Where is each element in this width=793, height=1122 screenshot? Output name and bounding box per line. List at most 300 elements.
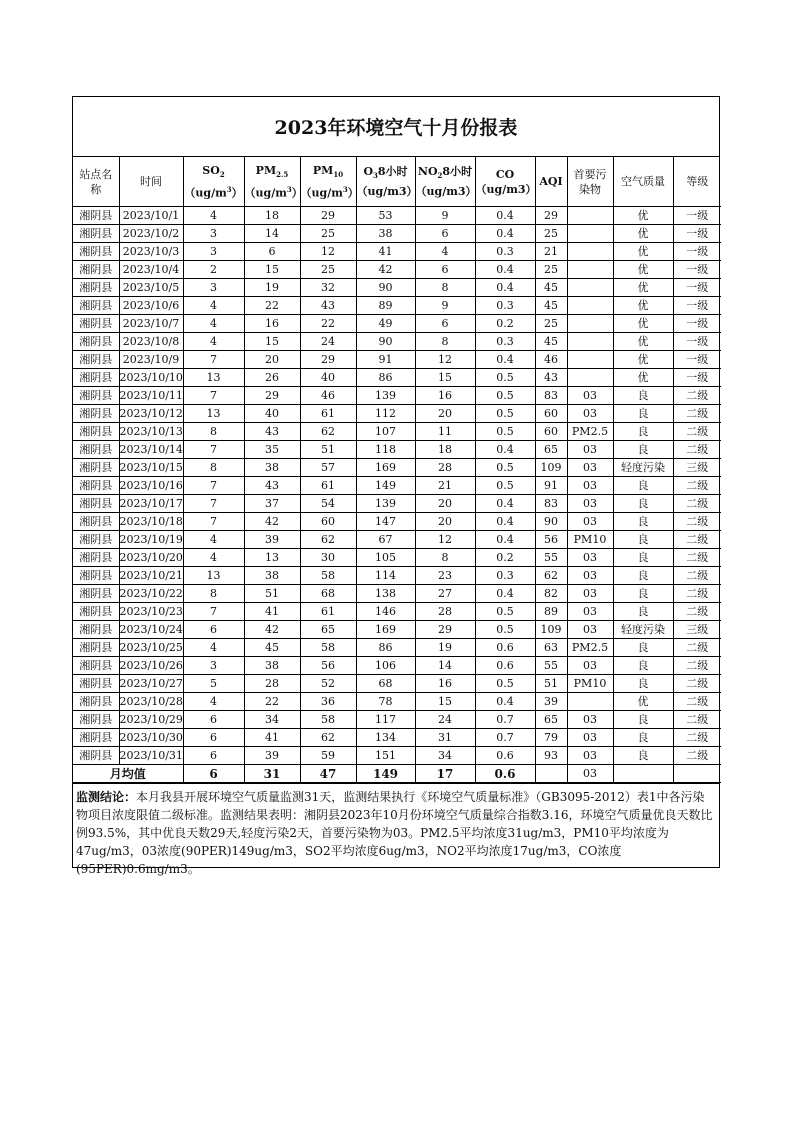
table-row	[73, 225, 721, 243]
cell-o3-8h: 106	[356, 657, 415, 675]
cell-pm25: 38	[244, 657, 300, 675]
table-row	[73, 693, 721, 711]
cell-pm10: 43	[300, 297, 356, 315]
cell-so2: 2	[183, 261, 244, 279]
cell-primary-pollutant: 03	[567, 621, 613, 639]
cell-station: 湘阴县	[73, 297, 119, 315]
cell-aqi: 83	[535, 387, 567, 405]
cell-station: 湘阴县	[73, 279, 119, 297]
table-row	[73, 747, 721, 765]
cell-date: 2023/10/2	[119, 225, 183, 243]
table-row	[73, 675, 721, 693]
cell-so2: 6	[183, 621, 244, 639]
header-subscript: 10	[333, 169, 344, 179]
cell-co: 0.4	[475, 351, 535, 369]
cell-date: 2023/10/3	[119, 243, 183, 261]
cell-o3-8h: 151	[356, 747, 415, 765]
cell-air-quality: 优	[613, 369, 673, 387]
cell-grade: 三级	[673, 459, 721, 477]
cell-station: 湘阴县	[73, 711, 119, 729]
cell-primary-pollutant: 03	[567, 513, 613, 531]
cell-co: 0.2	[475, 315, 535, 333]
cell-so2: 3	[183, 243, 244, 261]
cell-pm25: 43	[244, 477, 300, 495]
cell-grade: 一级	[673, 261, 721, 279]
cell-pm25: 39	[244, 747, 300, 765]
cell-pm25: 28	[244, 675, 300, 693]
cell-aqi: 109	[535, 621, 567, 639]
table-row	[73, 315, 721, 333]
cell-aqi: 56	[535, 531, 567, 549]
cell-pm25: 39	[244, 531, 300, 549]
cell-aqi: 29	[535, 207, 567, 225]
cell-co: 0.6	[475, 639, 535, 657]
header-pm25	[244, 157, 303, 207]
cell-aqi: 82	[535, 585, 567, 603]
cell-no2-8h: 27	[415, 585, 475, 603]
cell-air-quality: 良	[613, 675, 673, 693]
cell-aqi: 83	[535, 495, 567, 513]
cell-no2-8h: 23	[415, 567, 475, 585]
cell-primary-pollutant	[567, 207, 613, 225]
cell-aqi: 45	[535, 333, 567, 351]
cell-primary-pollutant: 03	[567, 459, 613, 477]
cell-grade: 二级	[673, 423, 721, 441]
cell-o3-8h: 68	[356, 675, 415, 693]
cell-air-quality: 优	[613, 315, 673, 333]
header-text: NO	[417, 165, 438, 179]
cell-co: 0.3	[475, 333, 535, 351]
average-primary-pollutant: 03	[567, 765, 613, 783]
cell-no2-8h: 16	[415, 675, 475, 693]
cell-grade: 一级	[673, 315, 721, 333]
header-co	[475, 157, 535, 207]
table-row	[73, 207, 721, 225]
cell-co: 0.5	[475, 387, 535, 405]
cell-air-quality: 轻度污染	[613, 459, 673, 477]
cell-date: 2023/10/18	[119, 513, 183, 531]
cell-aqi: 43	[535, 369, 567, 387]
header-subscript: 3	[373, 171, 378, 181]
cell-aqi: 65	[535, 711, 567, 729]
cell-so2: 8	[183, 585, 244, 603]
cell-pm25: 42	[244, 621, 300, 639]
cell-no2-8h: 15	[415, 693, 475, 711]
header-unit: （ug/m3）	[475, 182, 537, 196]
cell-o3-8h: 42	[356, 261, 415, 279]
cell-so2: 4	[183, 315, 244, 333]
table-row	[73, 333, 721, 351]
cell-pm25: 43	[244, 423, 300, 441]
cell-so2: 6	[183, 729, 244, 747]
average-aqi	[535, 765, 567, 783]
cell-pm10: 36	[300, 693, 356, 711]
cell-co: 0.5	[475, 423, 535, 441]
cell-aqi: 25	[535, 225, 567, 243]
cell-co: 0.5	[475, 603, 535, 621]
cell-so2: 13	[183, 405, 244, 423]
header-unit: （ug/m	[184, 186, 227, 200]
header-row	[73, 157, 721, 207]
cell-date: 2023/10/12	[119, 405, 183, 423]
cell-primary-pollutant: 03	[567, 729, 613, 747]
cell-o3-8h: 112	[356, 405, 415, 423]
cell-date: 2023/10/30	[119, 729, 183, 747]
cell-grade: 二级	[673, 675, 721, 693]
cell-date: 2023/10/25	[119, 639, 183, 657]
cell-air-quality: 优	[613, 261, 673, 279]
cell-air-quality: 良	[613, 387, 673, 405]
cell-o3-8h: 169	[356, 459, 415, 477]
cell-grade: 二级	[673, 495, 721, 513]
cell-no2-8h: 28	[415, 603, 475, 621]
header-unit: （ug/m3）	[415, 184, 477, 198]
cell-co: 0.3	[475, 567, 535, 585]
header-text: AQI	[539, 175, 563, 188]
cell-aqi: 55	[535, 549, 567, 567]
cell-air-quality: 良	[613, 567, 673, 585]
header-unit: ）	[231, 186, 243, 200]
cell-o3-8h: 107	[356, 423, 415, 441]
cell-pm10: 46	[300, 387, 356, 405]
cell-pm25: 14	[244, 225, 300, 243]
cell-date: 2023/10/24	[119, 621, 183, 639]
cell-grade: 二级	[673, 567, 721, 585]
cell-so2: 4	[183, 297, 244, 315]
table-row	[73, 351, 721, 369]
cell-no2-8h: 29	[415, 621, 475, 639]
table-row	[73, 585, 721, 603]
cell-primary-pollutant	[567, 315, 613, 333]
cell-no2-8h: 19	[415, 639, 475, 657]
cell-grade: 二级	[673, 657, 721, 675]
cell-pm25: 15	[244, 333, 300, 351]
cell-pm25: 41	[244, 729, 300, 747]
cell-grade: 二级	[673, 549, 721, 567]
table-row	[73, 477, 721, 495]
cell-no2-8h: 6	[415, 261, 475, 279]
table-row	[73, 567, 721, 585]
cell-co: 0.4	[475, 513, 535, 531]
cell-primary-pollutant	[567, 369, 613, 387]
cell-aqi: 25	[535, 315, 567, 333]
header-text: 8小时	[377, 165, 408, 179]
cell-air-quality: 良	[613, 495, 673, 513]
table-row	[73, 513, 721, 531]
cell-no2-8h: 9	[415, 297, 475, 315]
cell-aqi: 45	[535, 279, 567, 297]
cell-pm25: 22	[244, 297, 300, 315]
cell-no2-8h: 6	[415, 315, 475, 333]
cell-so2: 3	[183, 279, 244, 297]
cell-pm25: 40	[244, 405, 300, 423]
cell-station: 湘阴县	[73, 531, 119, 549]
cell-no2-8h: 8	[415, 279, 475, 297]
cell-so2: 6	[183, 711, 244, 729]
cell-grade: 二级	[673, 693, 721, 711]
cell-co: 0.4	[475, 261, 535, 279]
report-title: 2023年环境空气十月份报表	[73, 97, 719, 157]
cell-co: 0.3	[475, 243, 535, 261]
cell-aqi: 62	[535, 567, 567, 585]
cell-primary-pollutant	[567, 333, 613, 351]
cell-so2: 4	[183, 333, 244, 351]
table-row	[73, 729, 721, 747]
cell-date: 2023/10/4	[119, 261, 183, 279]
cell-so2: 7	[183, 477, 244, 495]
cell-no2-8h: 6	[415, 225, 475, 243]
cell-primary-pollutant: 03	[567, 747, 613, 765]
header-date	[119, 157, 183, 207]
cell-aqi: 39	[535, 693, 567, 711]
cell-o3-8h: 169	[356, 621, 415, 639]
cell-pm25: 19	[244, 279, 300, 297]
cell-pm25: 20	[244, 351, 300, 369]
header-text: 时间	[140, 175, 162, 188]
cell-pm10: 25	[300, 261, 356, 279]
cell-pm10: 56	[300, 657, 356, 675]
cell-station: 湘阴县	[73, 207, 119, 225]
cell-station: 湘阴县	[73, 261, 119, 279]
cell-aqi: 109	[535, 459, 567, 477]
cell-co: 0.4	[475, 531, 535, 549]
cell-aqi: 65	[535, 441, 567, 459]
header-superscript: 3	[342, 184, 348, 194]
cell-pm25: 15	[244, 261, 300, 279]
header-unit: （ug/m3）	[356, 184, 418, 198]
cell-so2: 7	[183, 495, 244, 513]
cell-o3-8h: 38	[356, 225, 415, 243]
cell-pm10: 58	[300, 567, 356, 585]
cell-o3-8h: 90	[356, 279, 415, 297]
cell-grade: 二级	[673, 603, 721, 621]
cell-co: 0.5	[475, 459, 535, 477]
cell-pm25: 13	[244, 549, 300, 567]
cell-so2: 4	[183, 549, 244, 567]
header-pm10	[300, 157, 359, 207]
cell-no2-8h: 20	[415, 513, 475, 531]
cell-pm10: 22	[300, 315, 356, 333]
cell-primary-pollutant: 03	[567, 405, 613, 423]
cell-aqi: 79	[535, 729, 567, 747]
table-row	[73, 297, 721, 315]
cell-air-quality: 优	[613, 225, 673, 243]
cell-air-quality: 良	[613, 405, 673, 423]
average-so2: 6	[183, 765, 244, 783]
cell-station: 湘阴县	[73, 639, 119, 657]
cell-pm10: 24	[300, 333, 356, 351]
cell-co: 0.4	[475, 225, 535, 243]
cell-grade: 三级	[673, 621, 721, 639]
cell-aqi: 55	[535, 657, 567, 675]
cell-pm25: 51	[244, 585, 300, 603]
cell-date: 2023/10/17	[119, 495, 183, 513]
cell-date: 2023/10/21	[119, 567, 183, 585]
cell-o3-8h: 53	[356, 207, 415, 225]
table-row	[73, 243, 721, 261]
cell-date: 2023/10/31	[119, 747, 183, 765]
cell-pm10: 58	[300, 711, 356, 729]
table-row	[73, 423, 721, 441]
cell-o3-8h: 147	[356, 513, 415, 531]
cell-primary-pollutant	[567, 693, 613, 711]
cell-station: 湘阴县	[73, 315, 119, 333]
cell-pm10: 58	[300, 639, 356, 657]
header-air-quality	[613, 157, 673, 207]
cell-station: 湘阴县	[73, 513, 119, 531]
cell-pm10: 65	[300, 621, 356, 639]
cell-primary-pollutant: 03	[567, 567, 613, 585]
cell-date: 2023/10/11	[119, 387, 183, 405]
cell-pm10: 61	[300, 603, 356, 621]
cell-air-quality: 良	[613, 531, 673, 549]
cell-no2-8h: 4	[415, 243, 475, 261]
cell-primary-pollutant: 03	[567, 603, 613, 621]
cell-so2: 7	[183, 441, 244, 459]
cell-no2-8h: 16	[415, 387, 475, 405]
cell-co: 0.5	[475, 621, 535, 639]
cell-o3-8h: 139	[356, 387, 415, 405]
cell-aqi: 89	[535, 603, 567, 621]
conclusion-label: 监测结论：	[76, 790, 137, 804]
cell-pm25: 18	[244, 207, 300, 225]
cell-pm10: 62	[300, 423, 356, 441]
cell-aqi: 60	[535, 405, 567, 423]
cell-primary-pollutant	[567, 225, 613, 243]
cell-air-quality: 良	[613, 423, 673, 441]
cell-pm10: 62	[300, 729, 356, 747]
cell-air-quality: 优	[613, 279, 673, 297]
cell-no2-8h: 28	[415, 459, 475, 477]
cell-station: 湘阴县	[73, 333, 119, 351]
cell-pm25: 26	[244, 369, 300, 387]
cell-co: 0.4	[475, 495, 535, 513]
cell-primary-pollutant: PM2.5	[567, 423, 613, 441]
cell-no2-8h: 20	[415, 405, 475, 423]
cell-station: 湘阴县	[73, 423, 119, 441]
cell-station: 湘阴县	[73, 441, 119, 459]
cell-primary-pollutant: 03	[567, 549, 613, 567]
cell-primary-pollutant	[567, 297, 613, 315]
cell-no2-8h: 11	[415, 423, 475, 441]
header-text: SO	[202, 163, 220, 177]
cell-primary-pollutant: 03	[567, 657, 613, 675]
cell-date: 2023/10/28	[119, 693, 183, 711]
cell-aqi: 51	[535, 675, 567, 693]
cell-co: 0.4	[475, 207, 535, 225]
cell-so2: 7	[183, 387, 244, 405]
cell-grade: 二级	[673, 477, 721, 495]
cell-so2: 3	[183, 657, 244, 675]
cell-date: 2023/10/10	[119, 369, 183, 387]
cell-co: 0.4	[475, 585, 535, 603]
cell-primary-pollutant: 03	[567, 585, 613, 603]
cell-grade: 二级	[673, 513, 721, 531]
cell-grade: 二级	[673, 387, 721, 405]
cell-aqi: 90	[535, 513, 567, 531]
cell-grade: 一级	[673, 225, 721, 243]
cell-aqi: 25	[535, 261, 567, 279]
cell-o3-8h: 114	[356, 567, 415, 585]
cell-pm10: 29	[300, 207, 356, 225]
cell-grade: 二级	[673, 639, 721, 657]
cell-grade: 一级	[673, 333, 721, 351]
cell-co: 0.7	[475, 711, 535, 729]
header-text: CO	[495, 167, 515, 181]
cell-grade: 一级	[673, 297, 721, 315]
table-row	[73, 549, 721, 567]
header-aqi	[535, 157, 567, 207]
cell-co: 0.2	[475, 549, 535, 567]
cell-station: 湘阴县	[73, 477, 119, 495]
cell-no2-8h: 24	[415, 711, 475, 729]
cell-pm10: 40	[300, 369, 356, 387]
cell-pm25: 16	[244, 315, 300, 333]
cell-pm10: 32	[300, 279, 356, 297]
cell-air-quality: 良	[613, 729, 673, 747]
cell-so2: 4	[183, 531, 244, 549]
cell-grade: 一级	[673, 369, 721, 387]
cell-so2: 4	[183, 639, 244, 657]
cell-so2: 5	[183, 675, 244, 693]
cell-pm25: 45	[244, 639, 300, 657]
cell-o3-8h: 149	[356, 477, 415, 495]
header-superscript: 3	[226, 184, 232, 194]
header-text: PM	[312, 163, 334, 177]
header-text: 等级	[686, 175, 709, 188]
cell-pm10: 57	[300, 459, 356, 477]
average-label: 月均值	[73, 765, 183, 783]
cell-aqi: 91	[535, 477, 567, 495]
cell-station: 湘阴县	[73, 747, 119, 765]
cell-co: 0.3	[475, 297, 535, 315]
cell-so2: 4	[183, 693, 244, 711]
cell-air-quality: 良	[613, 585, 673, 603]
cell-o3-8h: 105	[356, 549, 415, 567]
cell-grade: 二级	[673, 585, 721, 603]
cell-aqi: 21	[535, 243, 567, 261]
cell-pm25: 6	[244, 243, 300, 261]
cell-air-quality: 良	[613, 747, 673, 765]
header-unit: ）	[291, 186, 303, 200]
cell-co: 0.5	[475, 405, 535, 423]
cell-air-quality: 良	[613, 549, 673, 567]
cell-pm10: 68	[300, 585, 356, 603]
cell-grade: 二级	[673, 531, 721, 549]
cell-o3-8h: 41	[356, 243, 415, 261]
cell-no2-8h: 9	[415, 207, 475, 225]
cell-date: 2023/10/8	[119, 333, 183, 351]
cell-co: 0.5	[475, 369, 535, 387]
header-text: 首要污染物	[573, 167, 607, 196]
cell-station: 湘阴县	[73, 387, 119, 405]
monitoring-conclusion	[73, 783, 719, 876]
air-quality-table	[73, 157, 721, 783]
cell-grade: 二级	[673, 441, 721, 459]
cell-no2-8h: 12	[415, 531, 475, 549]
cell-o3-8h: 86	[356, 369, 415, 387]
average-o3-8h: 149	[356, 765, 415, 783]
cell-co: 0.4	[475, 441, 535, 459]
cell-air-quality: 优	[613, 693, 673, 711]
cell-pm25: 35	[244, 441, 300, 459]
header-text: O	[363, 165, 374, 179]
cell-pm10: 54	[300, 495, 356, 513]
cell-grade: 二级	[673, 405, 721, 423]
monthly-average-row	[73, 765, 721, 783]
header-text: PM	[255, 163, 277, 177]
average-grade	[673, 765, 721, 783]
